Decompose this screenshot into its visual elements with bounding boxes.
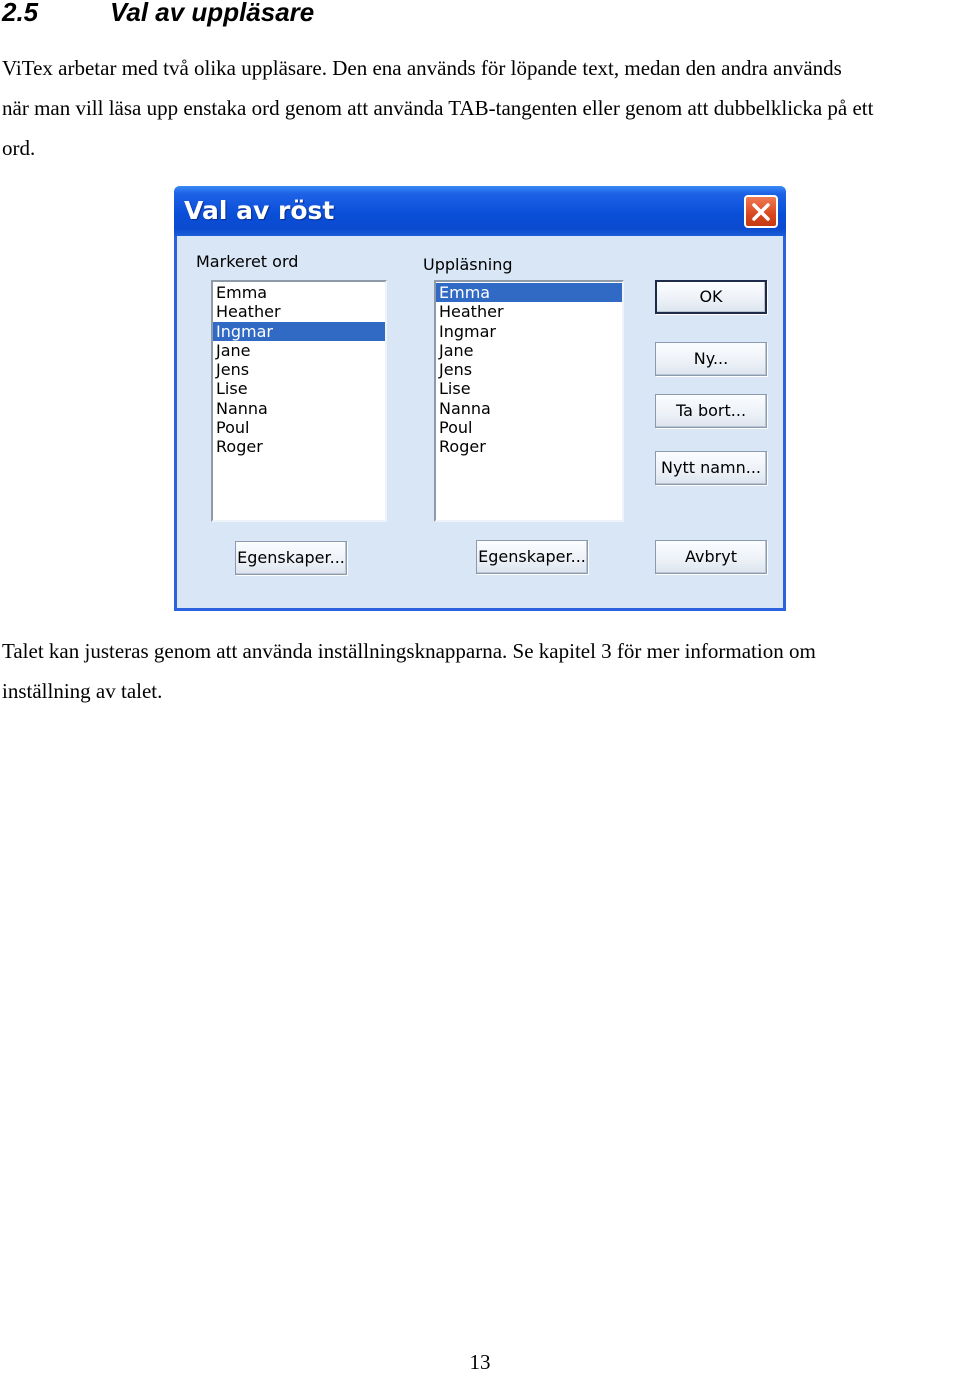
reading-properties-button[interactable]: Egenskaper... [476, 540, 588, 574]
intro-line-2: när man vill läsa upp enstaka ord genom att använda TAB-tangenten eller genom att dubbelklicka på ett [2, 96, 874, 120]
close-button[interactable] [744, 195, 778, 228]
close-icon [751, 202, 771, 222]
list-item[interactable]: Nanna [439, 398, 491, 418]
list-item[interactable]: Heather [216, 302, 281, 322]
intro-line-1: ViTex arbetar med två olika uppläsare. Den ena används för löpande text, medan den andra används [2, 56, 842, 80]
cancel-button[interactable]: Avbryt [655, 540, 767, 574]
ok-button[interactable]: OK [655, 280, 767, 314]
marked-word-listbox[interactable] [211, 280, 387, 522]
list-item[interactable]: Jens [439, 360, 473, 380]
section-number: 2.5 [2, 0, 39, 27]
list-item[interactable]: Heather [439, 302, 504, 322]
new-button[interactable]: Ny... [655, 342, 767, 376]
dialog-titlebar[interactable] [174, 186, 786, 236]
list-item[interactable]: Lise [216, 379, 248, 399]
outro-line-1: Talet kan justeras genom att använda inställningsknapparna. Se kapitel 3 för mer information om [2, 639, 816, 663]
reading-label: Uppläsning [423, 255, 513, 274]
list-item[interactable]: Ingmar [439, 321, 496, 341]
list-item[interactable]: Nanna [216, 398, 268, 418]
list-item[interactable]: Emma [436, 283, 622, 302]
list-item[interactable]: Emma [216, 283, 268, 302]
section-title: Val av uppläsare [110, 0, 315, 27]
list-item[interactable]: Roger [216, 437, 263, 457]
section-heading [2, 0, 314, 30]
list-item[interactable]: Jane [216, 340, 251, 360]
rename-button[interactable]: Nytt namn... [655, 451, 767, 485]
voice-selection-dialog [174, 186, 786, 611]
list-item[interactable]: Lise [439, 379, 471, 399]
outro-line-2: inställning av talet. [2, 679, 163, 703]
list-item[interactable]: Jane [439, 340, 474, 360]
list-item[interactable]: Roger [439, 437, 486, 457]
list-item[interactable]: Poul [216, 418, 250, 438]
list-item[interactable]: Ingmar [213, 322, 385, 341]
list-item[interactable]: Poul [439, 418, 473, 438]
delete-button[interactable]: Ta bort... [655, 394, 767, 428]
marked-word-properties-button[interactable]: Egenskaper... [235, 541, 347, 575]
dialog-title: Val av röst [184, 196, 335, 225]
marked-word-label: Markeret ord [196, 252, 299, 271]
page-number: 13 [469, 1350, 491, 1374]
intro-line-3: ord. [2, 136, 36, 160]
list-item[interactable]: Jens [216, 360, 250, 380]
reading-listbox[interactable] [434, 280, 624, 522]
